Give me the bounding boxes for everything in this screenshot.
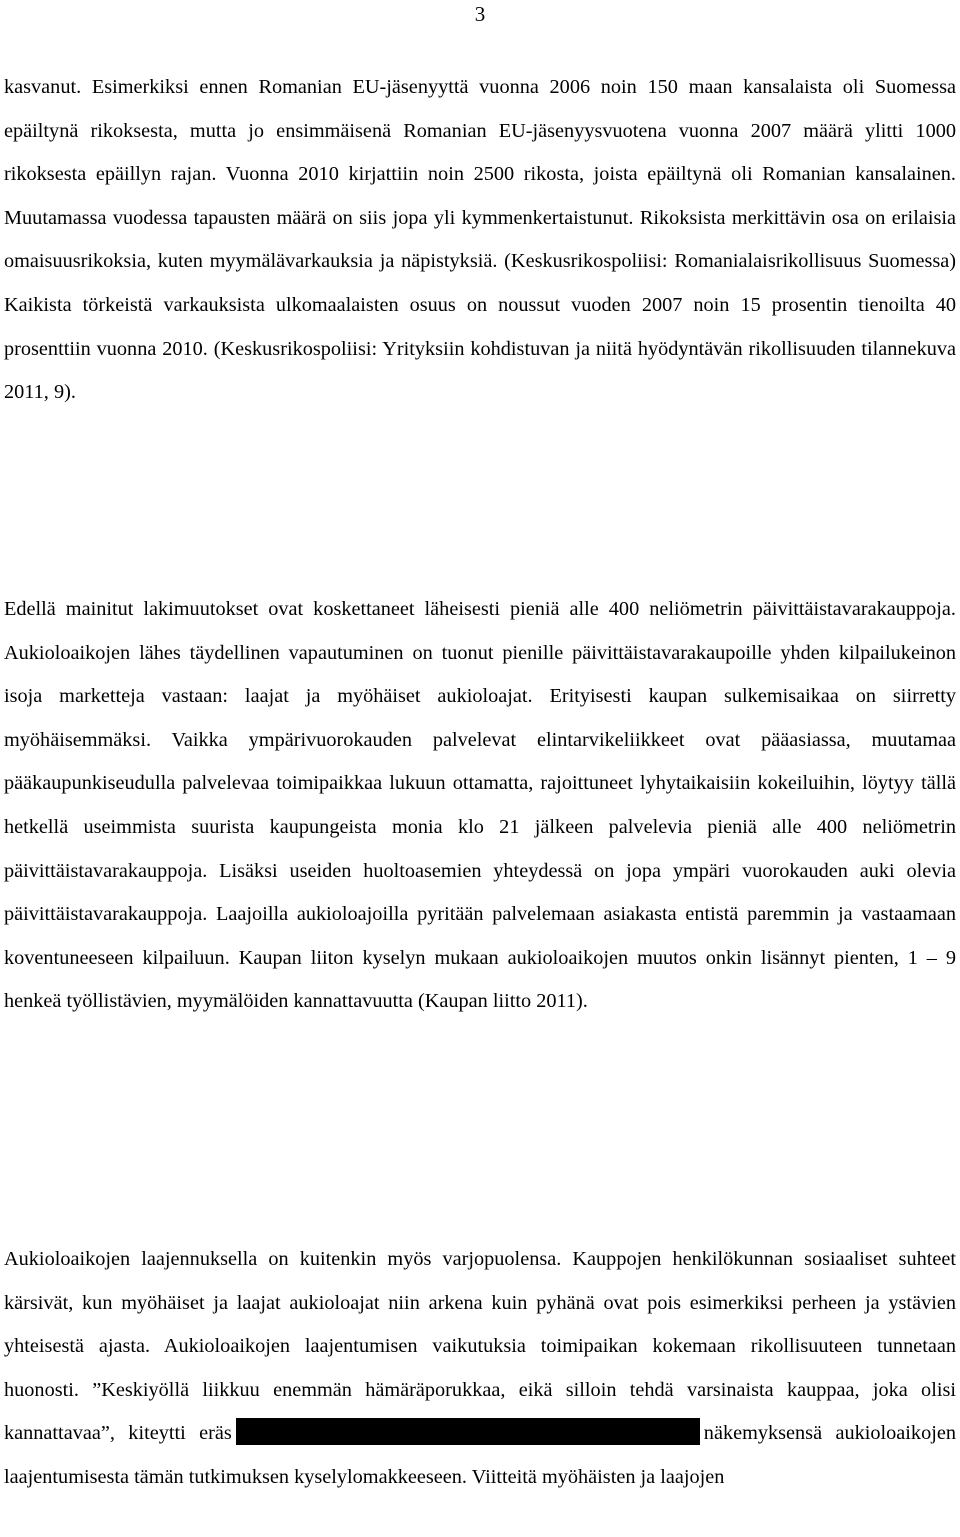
paragraph-opening-hours-downsides <box>4 1238 956 1500</box>
redaction-bar <box>236 1418 700 1445</box>
paragraph-text-after-redaction: näkemyksensä aukioloaikojen laajentumisesta tämän tutkimuksen kyselylomakkeeseen. Viitteitä myöhäisten ja laajojen <box>4 1422 956 1488</box>
paragraph-text-before-redaction: Aukioloaikojen laajennuksella on kuitenkin myös varjopuolensa. Kauppojen henkilökunnan sosiaaliset suhteet kärsivät, kun myöhäiset ja laajat aukioloajat niin arkena kuin pyhänä ovat pois esimerkiksi perheen ja ystävien yhteisestä ajasta. Aukioloaikojen laajentumisen vaikutuksia toimipaikan kokemaan rikollisuuteen tunnetaan huonosti. ”Keskiyöllä liikkuu enemmän hämäräporukkaa, eikä silloin tehdä varsinaista kauppaa, joka olisi kannattavaa”, kiteytti eräs <box>4 1248 956 1445</box>
page-number: 3 <box>474 2 486 26</box>
paragraph-romanian-crime-statistics: kasvanut. Esimerkiksi ennen Romanian EU-jäsenyyttä vuonna 2006 noin 150 maan kansalaista oli Suomessa epäiltynä rikoksesta, mutta jo ensimmäisenä Romanian EU-jäsenyysvuotena vuonna 2007 määrä ylitti 1000 rikoksesta epäillyn rajan. Vuonna 2010 kirjattiin noin 2500 rikosta, joista epäiltynä oli Romanian kansalainen. Muutamassa vuodessa tapausten määrä on siis jopa yli kymmenkertaistunut. Rikoksista merkittävin osa on erilaisia omaisuusrikoksia, kuten myymälävarkauksia ja näpistyksiä. (Keskusrikospoliisi: Romanialaisrikollisuus Suomessa) Kaikista törkeistä varkauksista ulkomaalaisten osuus on noussut vuoden 2007 noin 15 prosentin tienoilta 40 prosenttiin vuonna 2010. (Keskusrikospoliisi: Yrityksiin kohdistuvan ja niitä hyödyntävän rikollisuuden tilannekuva 2011, 9). <box>4 76 956 404</box>
paragraph-opening-hours-small-stores: Edellä mainitut lakimuutokset ovat koskettaneet läheisesti pieniä alle 400 neliömetrin päivittäistavarakauppoja. Aukioloaikojen lähes täydellinen vapautuminen on tuonut pienille päivittäistavarakaupoille yhden kilpailukeinon isoja marketteja vastaan: laajat ja myöhäiset aukioloajat. Erityisesti kaupan sulkemisaikaa on siirretty myöhäisemmäksi. Vaikka ympärivuorokauden palvelevat elintarvikeliikkeet ovat pääasiassa, muutamaa pääkaupunkiseudulla palvelevaa toimipaikkaa lukuun ottamatta, rajoittuneet lyhytaikaisiin kokeiluihin, löytyy tällä hetkellä useimmista suurista kaupungeista monia klo 21 jälkeen palvelevia pieniä alle 400 neliömetrin päivittäistavarakauppoja. Lisäksi useiden huoltoasemien yhteydessä on jopa ympäri vuorokauden auki olevia päivittäistavarakauppoja. Laajoilla aukioloajoilla pyritään palvelemaan asiakasta entistä paremmin ja vastaamaan koventuneeseen kilpailuun. Kaupan liiton kyselyn mukaan aukioloaikojen muutos onkin lisännyt pienten, 1 – 9 henkeä työllistävien, myymälöiden kannattavuutta (Kaupan liitto 2011). <box>4 598 956 1013</box>
